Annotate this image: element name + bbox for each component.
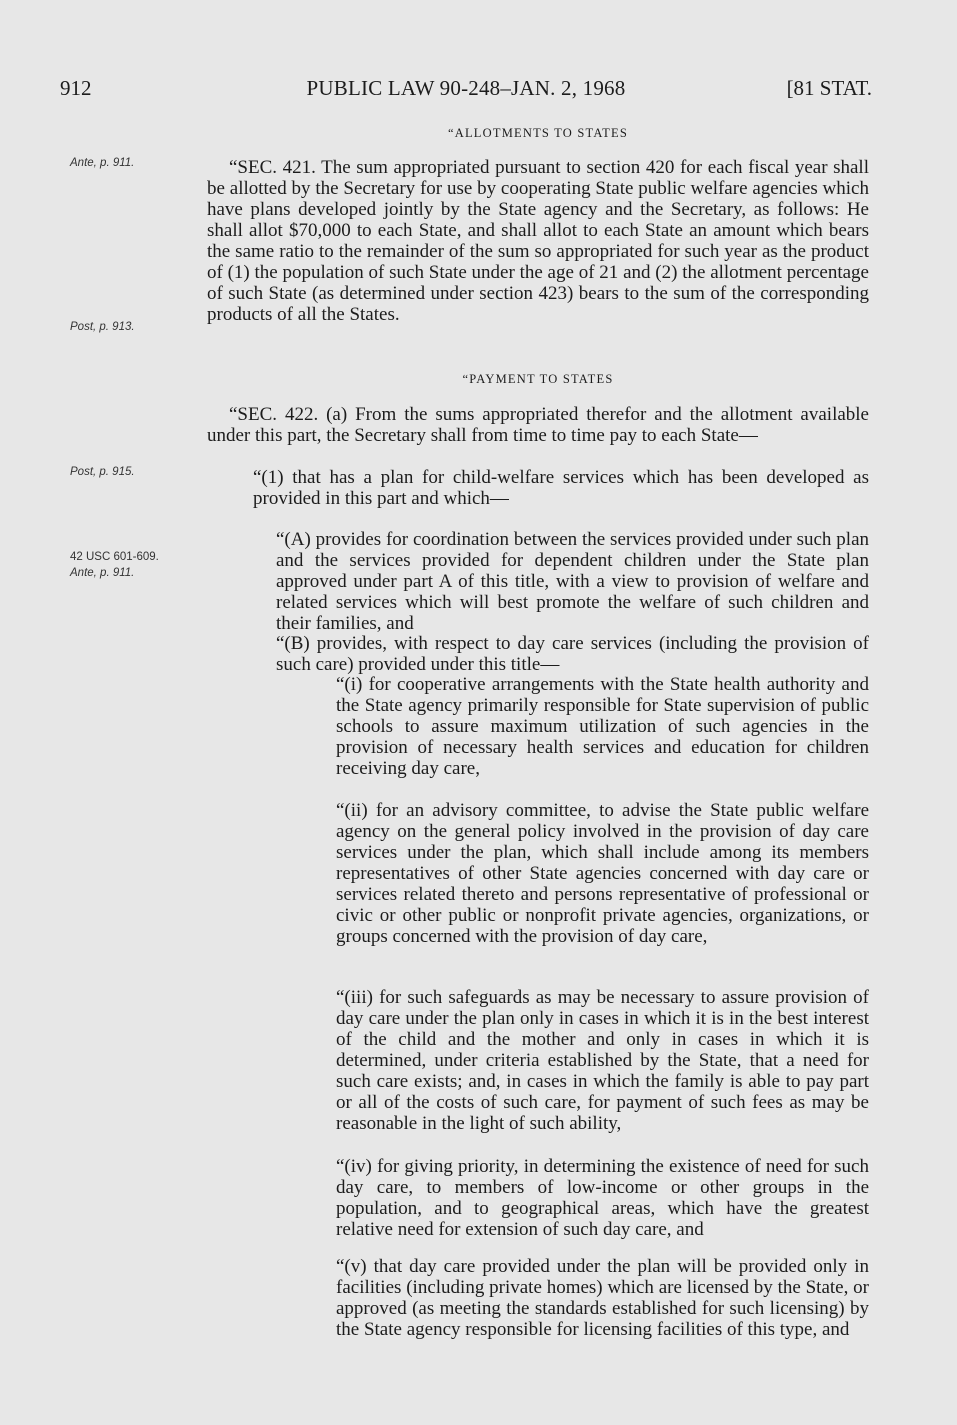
- margin-note-usc: 42 USC 601-609.: [70, 551, 159, 563]
- heading-payment: “PAYMENT TO STATES: [462, 372, 614, 386]
- clause-iii: “(iii) for such safeguards as may be necessary to assure provision of day care under the plan only in cases in which it is in the best interest of the child and the mother and only in cases in which it is determined, under criteria established by the State, that a need for such care exists; and, in cases in which the family is able to pay part or all of the costs of such care, for payment of such fees as may be reasonable in the light of such ability,: [336, 987, 869, 1134]
- clause-iv: “(iv) for giving priority, in determining the existence of need for such day care, to members of low-income or other groups in the population, and to geographical areas, which have the greatest relative need for extension of such day care, and: [336, 1156, 869, 1240]
- subparagraph-a: “(A) provides for coordination between the services provided under such plan and the services provided for dependent children under the State plan approved under part A of this title, with a view to provision of welfare and related services which will best promote the welfare of such children and their families, and: [276, 529, 869, 634]
- margin-note-ante-911: Ante, p. 911.: [70, 157, 135, 169]
- margin-note-ante-911-b: Ante, p. 911.: [70, 567, 135, 579]
- page-number: 912: [60, 76, 92, 100]
- section-422-text: “SEC. 422. (a) From the sums appropriated therefor and the allotment available under this part, the Secretary shall from time to time pay to each State—: [207, 404, 869, 446]
- margin-note-post-913: Post, p. 913.: [70, 321, 135, 333]
- heading-allotments: “ALLOTMENTS TO STATES: [448, 126, 628, 140]
- paragraph-1: “(1) that has a plan for child-welfare services which has been developed as provided in this part and which—: [253, 467, 869, 509]
- clause-i: “(i) for cooperative arrangements with the State health authority and the State agency primarily responsible for State supervision of public schools to assure maximum utilization of such agencies in the provision of necessary health services and education for children receiving day care,: [336, 674, 869, 779]
- subparagraph-b: “(B) provides, with respect to day care services (including the provision of such care) provided under this title—: [276, 633, 869, 675]
- clause-v: “(v) that day care provided under the plan will be provided only in facilities (including private homes) which are licensed by the State, or approved (as meeting the standards established for such licensing) by the State agency responsible for licensing facilities of this type, and: [336, 1256, 869, 1340]
- page-header: [60, 76, 872, 106]
- section-421-text: “SEC. 421. The sum appropriated pursuant to section 420 for each fiscal year shall be allotted by the Secretary for use by cooperating State public welfare agencies which have plans developed jointly by the State agency and the Secretary, as follows: He shall allot $70,000 to each State, and shall allot to each State an amount which bears the same ratio to the remainder of the sum so appropriated for such year as the product of (1) the population of such State under the age of 21 and (2) the allotment percentage of such State (as determined under section 423) bears to the sum of the corresponding products of all the States.: [207, 157, 869, 325]
- statute-volume: [81 STAT.: [786, 76, 872, 100]
- clause-ii: “(ii) for an advisory committee, to advise the State public welfare agency on the general policy involved in the provision of day care services under the plan, which shall include among its members representatives of other State agencies concerned with day care or services related thereto and persons representative of professional or civic or other public or nonprofit private agencies, organizations, or groups concerned with the provision of day care,: [336, 800, 869, 947]
- running-title: PUBLIC LAW 90-248–JAN. 2, 1968: [306, 76, 626, 100]
- margin-note-post-915: Post, p. 915.: [70, 466, 135, 478]
